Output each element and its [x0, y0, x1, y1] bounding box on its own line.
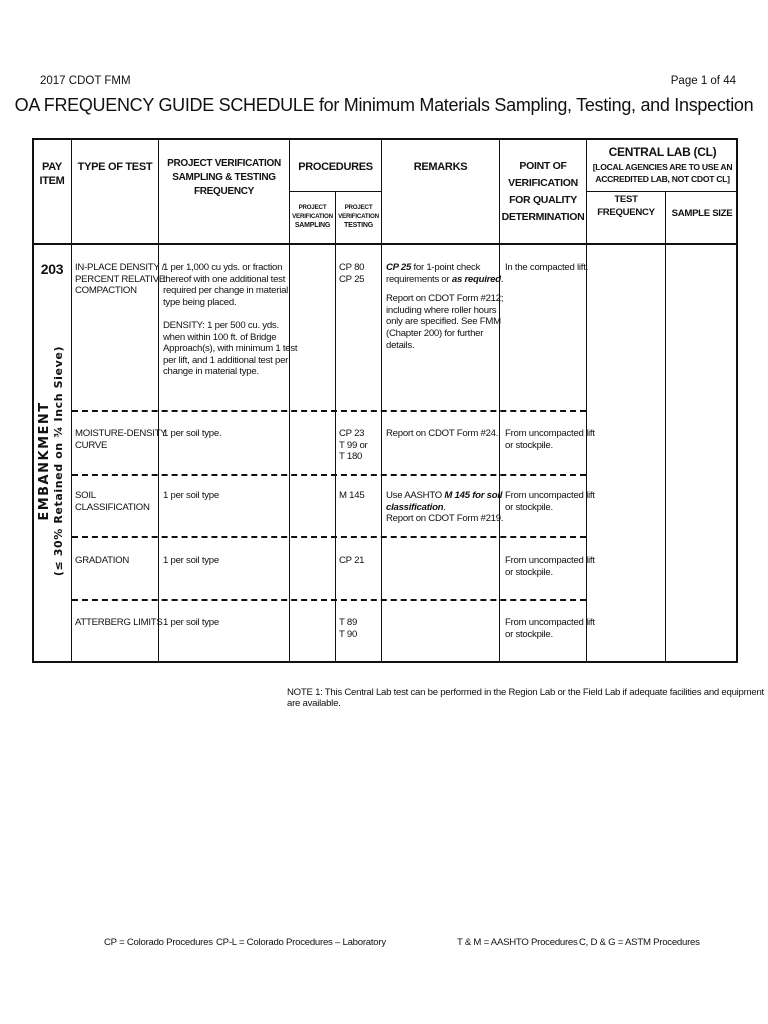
central-lab-header: CENTRAL LAB (CL)	[608, 145, 717, 159]
pay-item-header: PAY ITEM	[39, 161, 65, 187]
type-of-test-cell: IN-PLACE DENSITY / PERCENT RELATIVE COMPACTION	[75, 262, 166, 297]
remarks-header: REMARKS	[413, 161, 468, 173]
type-of-test-cell: ATTERBERG LIMITS	[75, 617, 163, 628]
type-of-test-cell: GRADATION	[75, 555, 130, 566]
point-of-verification-cell: From uncompacted lift or stockpile.	[505, 490, 595, 513]
remarks-cell: Report on CDOT Form #24.	[386, 428, 499, 439]
testing-procedure-cell: CP 21	[339, 555, 365, 566]
project-verification-header: PROJECT VERIFICATION SAMPLING & TESTING FREQUENCY	[167, 158, 281, 197]
footer-cpl-legend: CP-L = Colorado Procedures – Laboratory	[216, 937, 386, 948]
embankment-side-label: EMBANKMENT (≤ 30% Retained on ¾ Inch Sieve)	[37, 345, 65, 576]
central-lab-note: [LOCAL AGENCIES ARE TO USE AN ACCREDITED LAB, NOT CDOT CL]	[592, 162, 733, 184]
point-of-verification-header: POINT OF VERIFICATION FOR QUALITY DETERMINATION	[501, 160, 585, 223]
pay-item-number: 203	[40, 261, 64, 277]
frequency-cell: 1 per soil type	[163, 555, 219, 566]
footer-cp-legend: CP = Colorado Procedures	[104, 937, 213, 948]
procedures-header: PROCEDURES	[298, 161, 373, 173]
point-of-verification-cell: From uncompacted lift or stockpile.	[505, 555, 595, 578]
procedures-sampling-header: PROJECT VERIFICATION SAMPLING	[292, 204, 333, 229]
type-of-test-header: TYPE OF TEST	[77, 161, 153, 173]
sample-size-header: SAMPLE SIZE	[671, 208, 733, 219]
point-of-verification-cell: In the compacted lift.	[505, 262, 589, 273]
page-title: OA FREQUENCY GUIDE SCHEDULE for Minimum Materials Sampling, Testing, and Inspection	[14, 95, 754, 115]
frequency-cell: 1 per soil type.	[163, 428, 222, 439]
procedures-testing-header: PROJECT VERIFICATION TESTING	[338, 204, 379, 229]
remarks-cell: Use AASHTO M 145 for soil classification. Report on CDOT Form #219.	[386, 490, 504, 525]
point-of-verification-cell: From uncompacted lift or stockpile.	[505, 617, 595, 640]
testing-procedure-cell: CP 23 T 99 or T 180	[339, 428, 368, 463]
frequency-cell: 1 per soil type	[163, 490, 219, 501]
testing-procedure-cell: CP 80 CP 25	[339, 262, 365, 285]
footer-tm-legend: T & M = AASHTO Procedures	[457, 937, 578, 948]
frequency-cell: 1 per soil type	[163, 617, 219, 628]
point-of-verification-cell: From uncompacted lift or stockpile.	[505, 428, 595, 451]
test-frequency-header: TEST FREQUENCY	[597, 194, 655, 218]
frequency-cell: 1 per 1,000 cu yds. or fraction thereof with one additional test required per change in material type being placed. DENSITY: 1 per 500 cu. yds. when within 100 ft. of Bridge Approach(s), with minimum 1 test per lift, and 1 additional test per change in material type.	[163, 262, 298, 378]
table-note: NOTE 1: This Central Lab test can be performed in the Region Lab or the Field Lab if adequate facilities and equipment are available.	[287, 687, 764, 709]
footer-cdg-legend: C, D & G = ASTM Procedures	[579, 937, 700, 948]
page-number: Page 1 of 44	[670, 75, 736, 87]
remarks-cell: CP 25 for 1-point check requirements or as required. Report on CDOT Form #212; including where roller hours only are specified. See FMM (Chapter 200) for further details.	[386, 262, 504, 351]
document-header-left: 2017 CDOT FMM	[40, 75, 131, 87]
testing-procedure-cell: T 89 T 90	[339, 617, 358, 640]
testing-procedure-cell: M 145	[339, 490, 365, 501]
type-of-test-cell: MOISTURE-DENSITY CURVE	[75, 428, 167, 451]
type-of-test-cell: SOIL CLASSIFICATION	[75, 490, 150, 513]
